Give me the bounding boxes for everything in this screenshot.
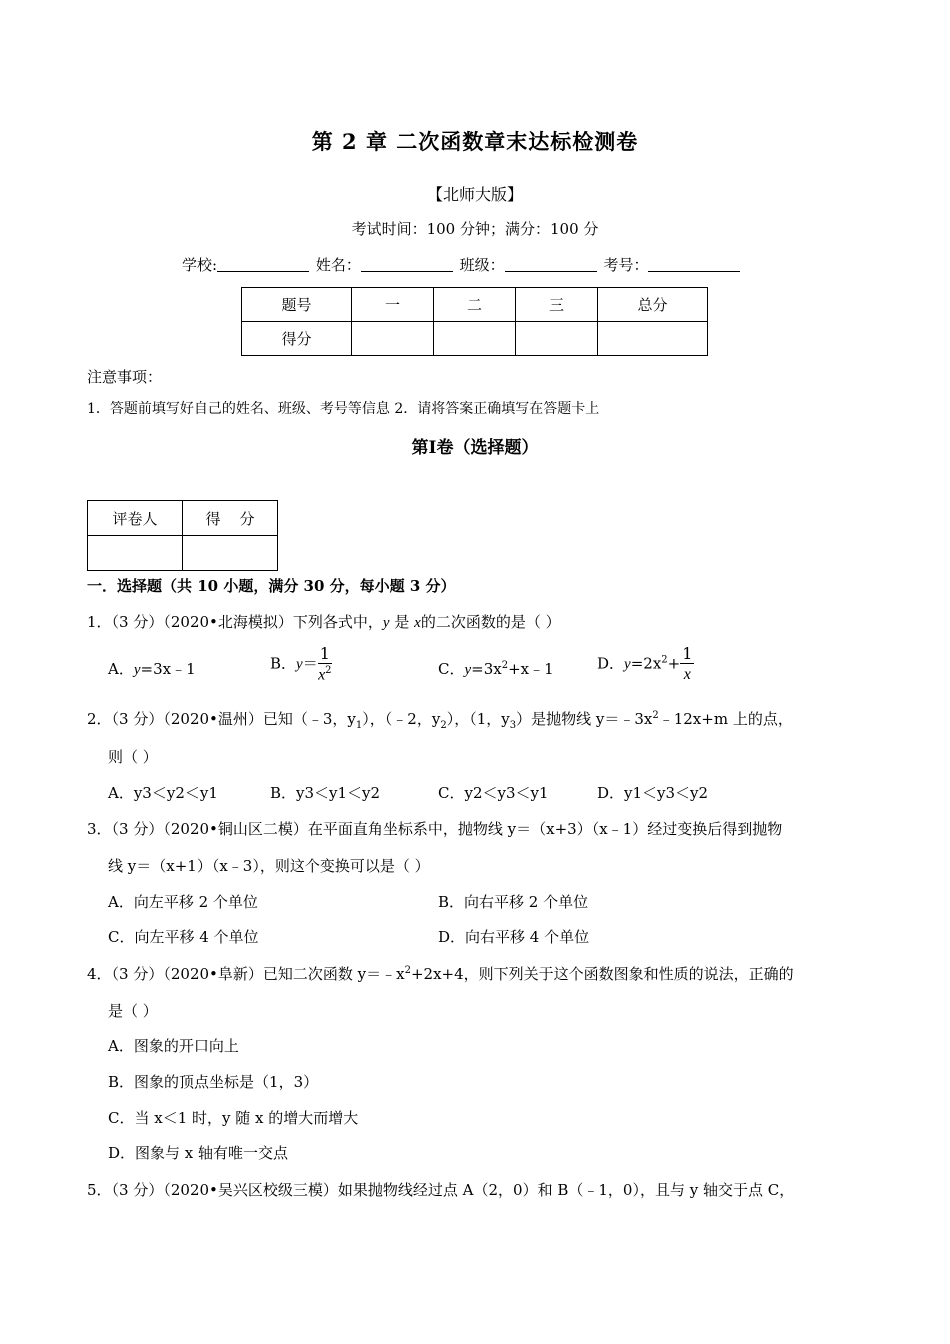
score-cell[interactable] xyxy=(352,322,434,356)
section-heading: 一．选择题（共 10 小题，满分 30 分，每小题 3 分） xyxy=(87,577,456,595)
exam-number-blank[interactable] xyxy=(648,255,740,272)
grader-label: 评卷人 xyxy=(88,501,183,536)
grader-score-cell[interactable] xyxy=(183,536,278,571)
notes-text: 1．答题前填写好自己的姓名、班级、考号等信息 2．请将答案正确填写在答题卡上 xyxy=(87,401,600,417)
question-1-option-d[interactable]: D．$y=2x^2+$ $\frac{1}{x}$ xyxy=(597,644,693,683)
score-cell[interactable] xyxy=(434,322,516,356)
question-4-stem: 4．（3 分）（2020•阜新）已知二次函数 $y=﹣x^2+2x+4$，则下列关于这个函数图象和性质的说法，正确的 xyxy=(87,965,794,983)
score-cell[interactable] xyxy=(516,322,598,356)
grader-input-row xyxy=(88,536,278,571)
score-header-cell: 一 xyxy=(352,288,434,322)
score-header-cell: 二 xyxy=(434,288,516,322)
volume-title: 第Ⅰ卷（选择题） xyxy=(411,438,539,458)
class-blank[interactable] xyxy=(505,255,597,272)
score-cell[interactable] xyxy=(598,322,708,356)
question-3-stem: 3．（3 分）（2020•铜山区二模）在平面直角坐标系中，抛物线 y＝（x+3）（x﹣1）经过变换后得到抛物 xyxy=(87,820,783,838)
question-3-option-d[interactable]: D．向右平移 4 个单位 xyxy=(438,928,590,946)
score-label: 得 分 xyxy=(183,501,278,536)
question-2-option-d[interactable]: D．y1＜y3＜y2 xyxy=(597,784,709,802)
exam-info: 考试时间：100 分钟；满分：100 分 xyxy=(351,220,599,238)
question-2-stem: 2．（3 分）（2020•温州）已知（﹣3，$y_1$），（﹣2，$y_2$），（1，$y_3$）是抛物线 $y=﹣3x^2﹣12x+m$ 上的点， xyxy=(87,710,793,731)
edition-label: 【北师大版】 xyxy=(426,185,523,204)
notes-heading: 注意事项： xyxy=(87,368,163,386)
question-3-stem-line2: 线 y＝（x+1）（x﹣3），则这个变换可以是（ ） xyxy=(108,857,430,875)
score-header-cell: 题号 xyxy=(242,288,352,322)
score-table xyxy=(241,287,708,356)
score-header-cell: 总分 xyxy=(598,288,708,322)
question-1-option-a[interactable]: A．y=3x﹣1 xyxy=(108,660,196,678)
question-4-option-a[interactable]: A．图象的开口向上 xyxy=(108,1037,239,1055)
grader-cell[interactable] xyxy=(88,536,183,571)
fraction: $\frac{1}{x^2}$ xyxy=(318,644,332,684)
class-label: 班级： xyxy=(459,256,505,274)
name-label: 姓名： xyxy=(315,256,361,274)
school-blank[interactable] xyxy=(217,255,309,272)
question-1-option-b[interactable]: B．y＝ $\frac{1}{x^2}$ xyxy=(270,644,332,684)
fraction: $\frac{1}{x}$ xyxy=(682,644,693,683)
question-4-option-b[interactable]: B．图象的顶点坐标是（1，3） xyxy=(108,1073,319,1091)
school-label: 学校: xyxy=(182,256,218,274)
grader-header-row xyxy=(88,501,278,536)
question-5-stem: 5．（3 分）（2020•吴兴区校级三模）如果抛物线经过点 A（2，0）和 B（﹣1，0），且与 y 轴交于点 C， xyxy=(87,1181,795,1199)
name-blank[interactable] xyxy=(361,255,453,272)
question-2-option-a[interactable]: A．y3＜y2＜y1 xyxy=(108,784,218,802)
question-2-option-c[interactable]: C．y2＜y3＜y1 xyxy=(438,784,549,802)
question-2-option-b[interactable]: B．y3＜y1＜y2 xyxy=(270,784,381,802)
question-4-option-c[interactable]: C．当 x＜1 时，y 随 x 的增大而增大 xyxy=(108,1109,359,1127)
exam-number-label: 考号： xyxy=(603,256,649,274)
question-4-stem-line2: 是（ ） xyxy=(108,1002,158,1020)
score-table-score-row xyxy=(242,322,708,356)
question-1-stem: 1．（3 分）（2020•北海模拟）下列各式中，y 是 x的二次函数的是（ ） xyxy=(87,613,561,631)
student-info-line xyxy=(182,254,742,275)
question-3-option-a[interactable]: A．向左平移 2 个单位 xyxy=(108,893,258,911)
question-3-option-c[interactable]: C．向左平移 4 个单位 xyxy=(108,928,259,946)
score-row-label: 得分 xyxy=(242,322,352,356)
score-header-cell: 三 xyxy=(516,288,598,322)
question-4-option-d[interactable]: D．图象与 x 轴有唯一交点 xyxy=(108,1144,289,1162)
question-3-option-b[interactable]: B．向右平移 2 个单位 xyxy=(438,893,589,911)
question-1-option-c[interactable]: C．$y=3x^2+x﹣1$ xyxy=(438,660,554,678)
document-title: 第 2 章 二次函数章末达标检测卷 xyxy=(311,129,639,154)
question-2-stem-line2: 则（ ） xyxy=(108,748,158,766)
score-table-header-row xyxy=(242,288,708,322)
grader-table xyxy=(87,500,278,571)
